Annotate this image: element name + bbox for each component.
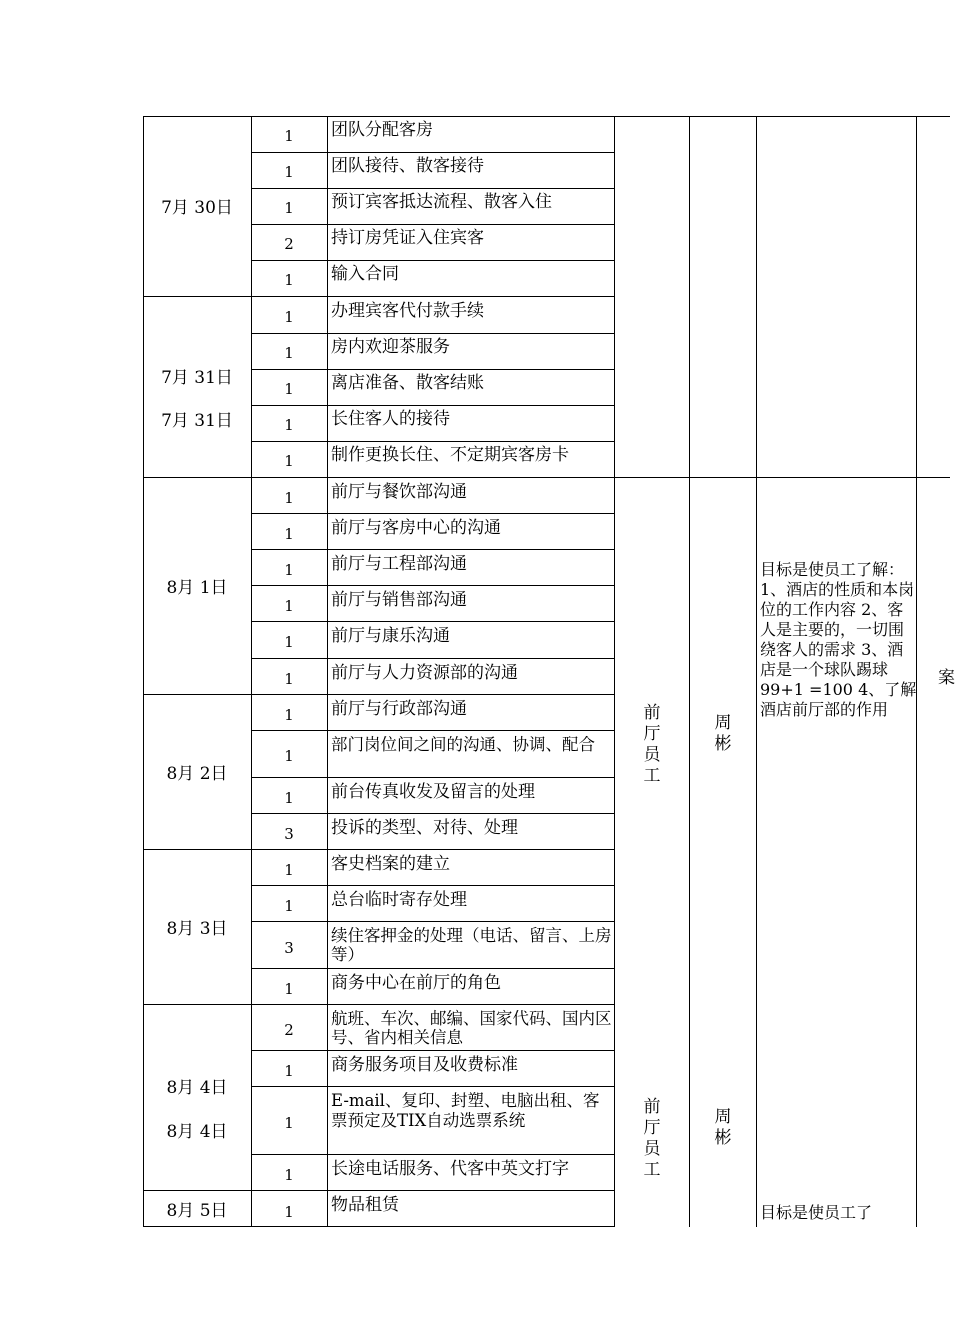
count-cell: 1 (284, 980, 294, 998)
item-cell: 输入合同 (331, 264, 399, 284)
grid-line (251, 152, 615, 153)
item-cell: 物品租赁 (331, 1195, 399, 1215)
item-cell: 客史档案的建立 (331, 854, 450, 874)
count-cell: 1 (284, 561, 294, 579)
item-cell: 前厅与人力资源部的沟通 (331, 663, 518, 683)
grid-line (251, 921, 615, 922)
trainer-cell: 周彬 (714, 713, 732, 754)
item-cell: 长途电话服务、代客中英文打字 (331, 1159, 569, 1179)
grid-line (689, 116, 690, 1227)
date-cell: 8月 4日 (166, 1122, 228, 1142)
grid-line (251, 333, 615, 334)
count-cell: 1 (284, 271, 294, 289)
item-cell: 投诉的类型、对待、处理 (331, 818, 518, 838)
grid-line (251, 658, 615, 659)
item-cell: 前厅与客房中心的沟通 (331, 518, 501, 538)
count-cell: 1 (284, 747, 294, 765)
grid-line (327, 116, 328, 1227)
count-cell: 1 (284, 670, 294, 688)
grid-line (251, 260, 615, 261)
item-cell: 航班、车次、邮编、国家代码、国内区号、省内相关信息 (331, 1009, 612, 1047)
count-cell: 1 (284, 452, 294, 470)
grid-line (143, 477, 950, 478)
grid-line (251, 1086, 615, 1087)
item-cell: 团队接待、散客接待 (331, 156, 484, 176)
grid-line (251, 968, 615, 969)
trainer-cell: 周彬 (714, 1107, 732, 1148)
item-cell: 房内欢迎茶服务 (331, 337, 450, 357)
date-cell: 8月 3日 (166, 919, 228, 939)
count-cell: 1 (284, 633, 294, 651)
grid-line (143, 849, 615, 850)
grid-line (251, 730, 615, 731)
count-cell: 1 (284, 380, 294, 398)
item-cell: 前厅与销售部沟通 (331, 590, 467, 610)
count-cell: 1 (284, 789, 294, 807)
date-cell: 8月 5日 (166, 1201, 228, 1221)
item-cell: 前厅与行政部沟通 (331, 699, 467, 719)
grid-line (251, 224, 615, 225)
grid-line (251, 621, 615, 622)
grid-line (251, 513, 615, 514)
count-cell: 1 (284, 344, 294, 362)
grid-line (251, 885, 615, 886)
item-cell: 离店准备、散客结账 (331, 373, 484, 393)
item-cell: 制作更换长住、不定期宾客房卡 (331, 445, 569, 465)
edge-text: 案 (938, 668, 955, 688)
grid-line (143, 1190, 615, 1191)
item-cell: 持订房凭证入住宾客 (331, 228, 484, 248)
item-cell: 前厅与餐饮部沟通 (331, 482, 467, 502)
grid-line (251, 813, 615, 814)
count-cell: 1 (284, 1203, 294, 1221)
grid-line (251, 585, 615, 586)
count-cell: 1 (284, 861, 294, 879)
grid-line (143, 116, 144, 1227)
count-cell: 1 (284, 489, 294, 507)
item-cell: 商务服务项目及收费标准 (331, 1055, 518, 1075)
grid-line (251, 1154, 615, 1155)
grid-line (251, 441, 615, 442)
item-cell: E-mail、复印、封塑、电脑出租、客票预定及TIX自动选票系统 (331, 1091, 600, 1130)
grid-line (251, 369, 615, 370)
date-cell: 7月 30日 (161, 198, 233, 218)
item-cell: 预订宾客抵达流程、散客入住 (331, 192, 552, 212)
count-cell: 1 (284, 1166, 294, 1184)
item-cell: 总台临时寄存处理 (331, 890, 467, 910)
count-cell: 1 (284, 163, 294, 181)
item-cell: 前台传真收发及留言的处理 (331, 782, 535, 802)
count-cell: 1 (284, 1114, 294, 1132)
count-cell: 1 (284, 199, 294, 217)
count-cell: 3 (284, 939, 294, 957)
count-cell: 2 (284, 1021, 294, 1039)
grid-line (251, 405, 615, 406)
count-cell: 1 (284, 1062, 294, 1080)
count-cell: 1 (284, 597, 294, 615)
grid-line (614, 116, 615, 1227)
grid-line (251, 549, 615, 550)
date-cell: 8月 2日 (166, 764, 228, 784)
grid-line (143, 116, 950, 117)
count-cell: 1 (284, 308, 294, 326)
trainees-cell: 前厅员工 (643, 1097, 661, 1180)
date-cell: 7月 31日 (161, 411, 233, 431)
count-cell: 1 (284, 897, 294, 915)
grid-line (143, 694, 615, 695)
count-cell: 1 (284, 416, 294, 434)
count-cell: 1 (284, 525, 294, 543)
item-cell: 续住客押金的处理（电话、留言、上房等） (331, 926, 612, 964)
trainees-cell: 前厅员工 (643, 703, 661, 786)
item-cell: 商务中心在前厅的角色 (331, 973, 501, 993)
date-cell: 7月 31日 (161, 368, 233, 388)
grid-line (251, 777, 615, 778)
date-cell: 8月 4日 (166, 1078, 228, 1098)
grid-line (143, 1226, 615, 1227)
grid-line (251, 188, 615, 189)
goal-text: 目标是使员工了解：1、酒店的性质和本岗位的工作内容 2、客人是主要的，一切围绕客人的需求 3、酒店是一个球队踢球 99+1 =100 4、了解酒店前厅部的作用 (760, 560, 917, 719)
item-cell: 前厅与工程部沟通 (331, 554, 467, 574)
count-cell: 1 (284, 706, 294, 724)
item-cell: 前厅与康乐沟通 (331, 626, 450, 646)
item-cell: 长住客人的接待 (331, 409, 450, 429)
item-cell: 办理宾客代付款手续 (331, 301, 484, 321)
goal-text: 目标是使员工了 (760, 1203, 873, 1222)
grid-line (143, 1004, 615, 1005)
grid-line (143, 296, 615, 297)
item-cell: 团队分配客房 (331, 120, 433, 140)
item-cell: 部门岗位间之间的沟通、协调、配合 (331, 735, 595, 754)
date-cell: 8月 1日 (166, 578, 228, 598)
count-cell: 2 (284, 235, 294, 253)
grid-line (251, 1050, 615, 1051)
count-cell: 3 (284, 825, 294, 843)
grid-line (756, 116, 757, 1227)
count-cell: 1 (284, 127, 294, 145)
